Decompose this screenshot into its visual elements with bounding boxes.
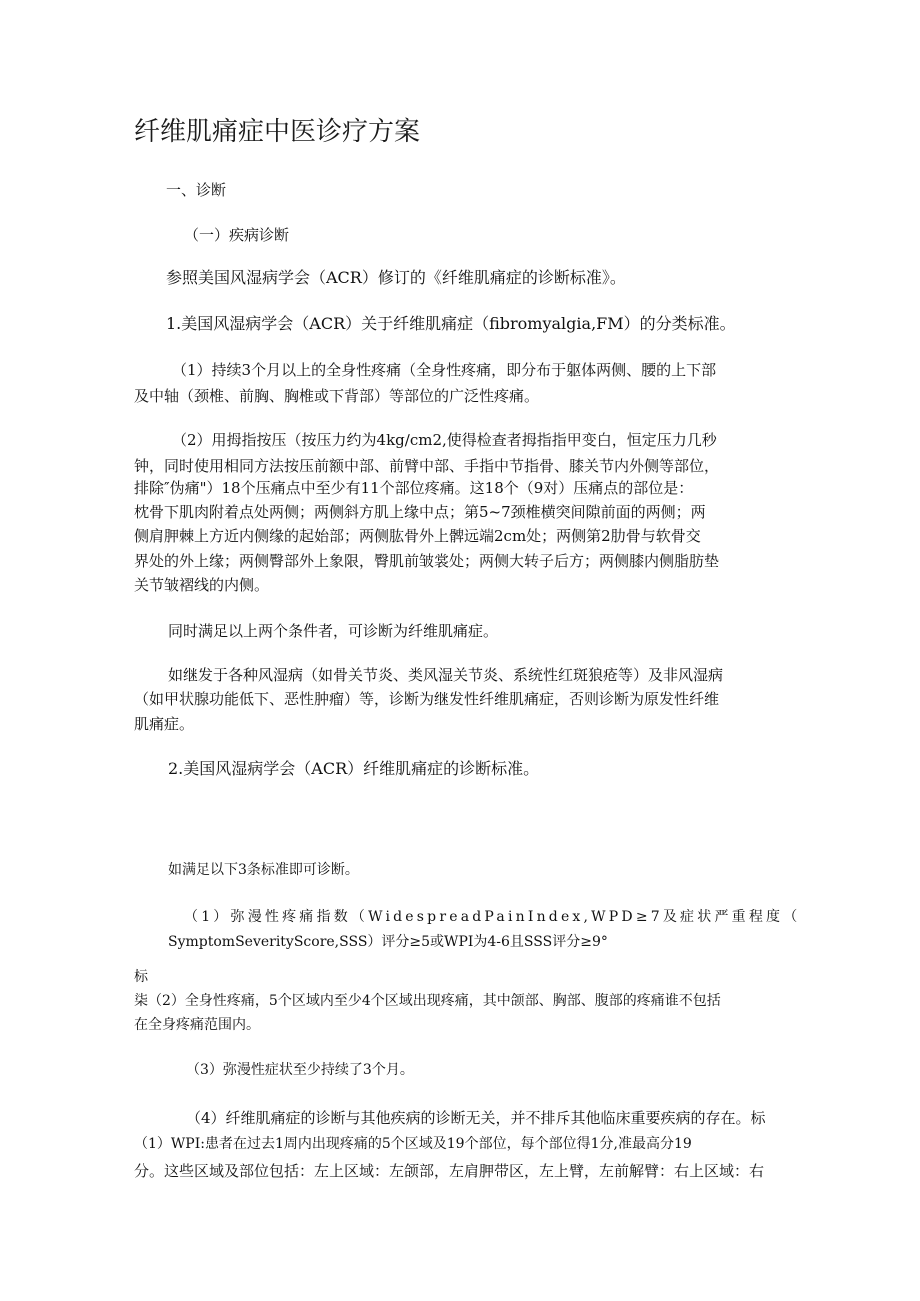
paragraph-both-conditions: 同时满足以上两个条件者，可诊断为纤维肌痛症。 <box>168 622 499 640</box>
heading-diagnosis: 一、诊断 <box>166 181 227 199</box>
paragraph-wpi-line: （1）WPI:患者在过去1周内出现疼痛的5个区域及19个部位，每个部位得1分,准最高分19 <box>134 1136 692 1152</box>
paragraph-item2-title: 2.美国风湿病学会（ACR）纤维肌痛症的诊断标准。 <box>168 759 540 778</box>
paragraph-wpi-line: 分。这些区域及部位包括：左上区域：左颌部，左肩胛带区，左上臂，左前解臂：右上区域：右 <box>134 1162 765 1180</box>
paragraph-criterion2-line: 在全身疼痛范围内。 <box>134 1017 260 1033</box>
paragraph-item1-2-line: 钟，同时使用相同方法按压前额中部、前臂中部、手指中节指骨、膝关节内外侧等部位， <box>134 457 720 475</box>
paragraph-item1-1-line: 及中轴（颈椎、前胸、胸椎或下背部）等部位的广泛性疼痛。 <box>134 387 540 405</box>
paragraph-criterion2-line: 柒（2）全身性疼痛，5个区域内至少4个区域出现疼痛，其中颌部、胸部、腹部的疼痛谁不包括 <box>134 993 721 1009</box>
paragraph-meet-three: 如满足以下3条标准即可诊断。 <box>168 862 359 878</box>
paragraph-reference: 参照美国风湿病学会（ACR）修订的《纤维肌痛症的诊断标准》。 <box>166 268 626 287</box>
paragraph-item1-title: 1.美国风湿病学会（ACR）关于纤维肌痛症（fibromyalgia,FM）的分类标准。 <box>166 314 736 333</box>
paragraph-criterion3: （3）弥漫性症状至少持续了3个月。 <box>186 1062 414 1078</box>
paragraph-item1-2-line: （2）用拇指按压（按压力约为4kg∕cm2,使得检查者拇指指甲变白，恒定压力几秒 <box>172 431 717 449</box>
paragraph-criterion1-line: SymptomSeverityScore,SSS）评分≥5或WPI为4-6且SSS评分≥9° <box>168 934 608 950</box>
paragraph-item1-2-line: 枕骨下肌肉附着点处两侧；两侧斜方肌上缘中点；第5~7颈椎横突间隙前面的两侧；两 <box>134 503 706 521</box>
paragraph-item1-2-line: 侧肩胛棘上方近内侧缘的起始部；两侧肱骨外上髀远端2cm处；两侧第2肋骨与软骨交 <box>134 527 701 545</box>
paragraph-biao: 标 <box>134 969 148 985</box>
heading-disease-diagnosis: （一）疾病诊断 <box>184 226 290 244</box>
paragraph-secondary-line: 如继发于各种风湿病（如骨关节炎、类风湿关节炎、系统性红斑狼疮等）及非风湿病 <box>168 666 724 684</box>
paragraph-item1-2-line: 关节皱褶线的内侧。 <box>134 576 270 594</box>
paragraph-item1-1-line: （1）持续3个月以上的全身性疼痛（全身性疼痛，即分布于躯体两侧、腰的上下部 <box>172 361 717 379</box>
page-title: 纤维肌痛症中医诊疗方案 <box>134 117 421 147</box>
paragraph-secondary-line: （如甲状腺功能低下、恶性肿瘤）等，诊断为继发性纤维肌痛症，否则诊断为原发性纤维 <box>134 690 720 708</box>
paragraph-criterion1-line: （1）弥漫性疼痛指数（WidespreadPainIndex,WPD≥7及症状严重程度（ <box>184 909 801 925</box>
paragraph-secondary-line: 肌痛症。 <box>134 715 195 733</box>
paragraph-item1-2-line: 界处的外上缘；两侧臀部外上象限，臀肌前皱裳处；两侧大转子后方；两侧膝内侧脂肪垫 <box>134 552 720 570</box>
paragraph-item1-2-line: 排除″伪痛"）18个压痛点中至少有11个部位疼痛。这18个（9对）压痛点的部位是： <box>134 479 694 497</box>
paragraph-criterion4-line: （4）纤维肌痛症的诊断与其他疾病的诊断无关，并不排斥其他临床重要疾病的存在。标 <box>186 1109 766 1127</box>
